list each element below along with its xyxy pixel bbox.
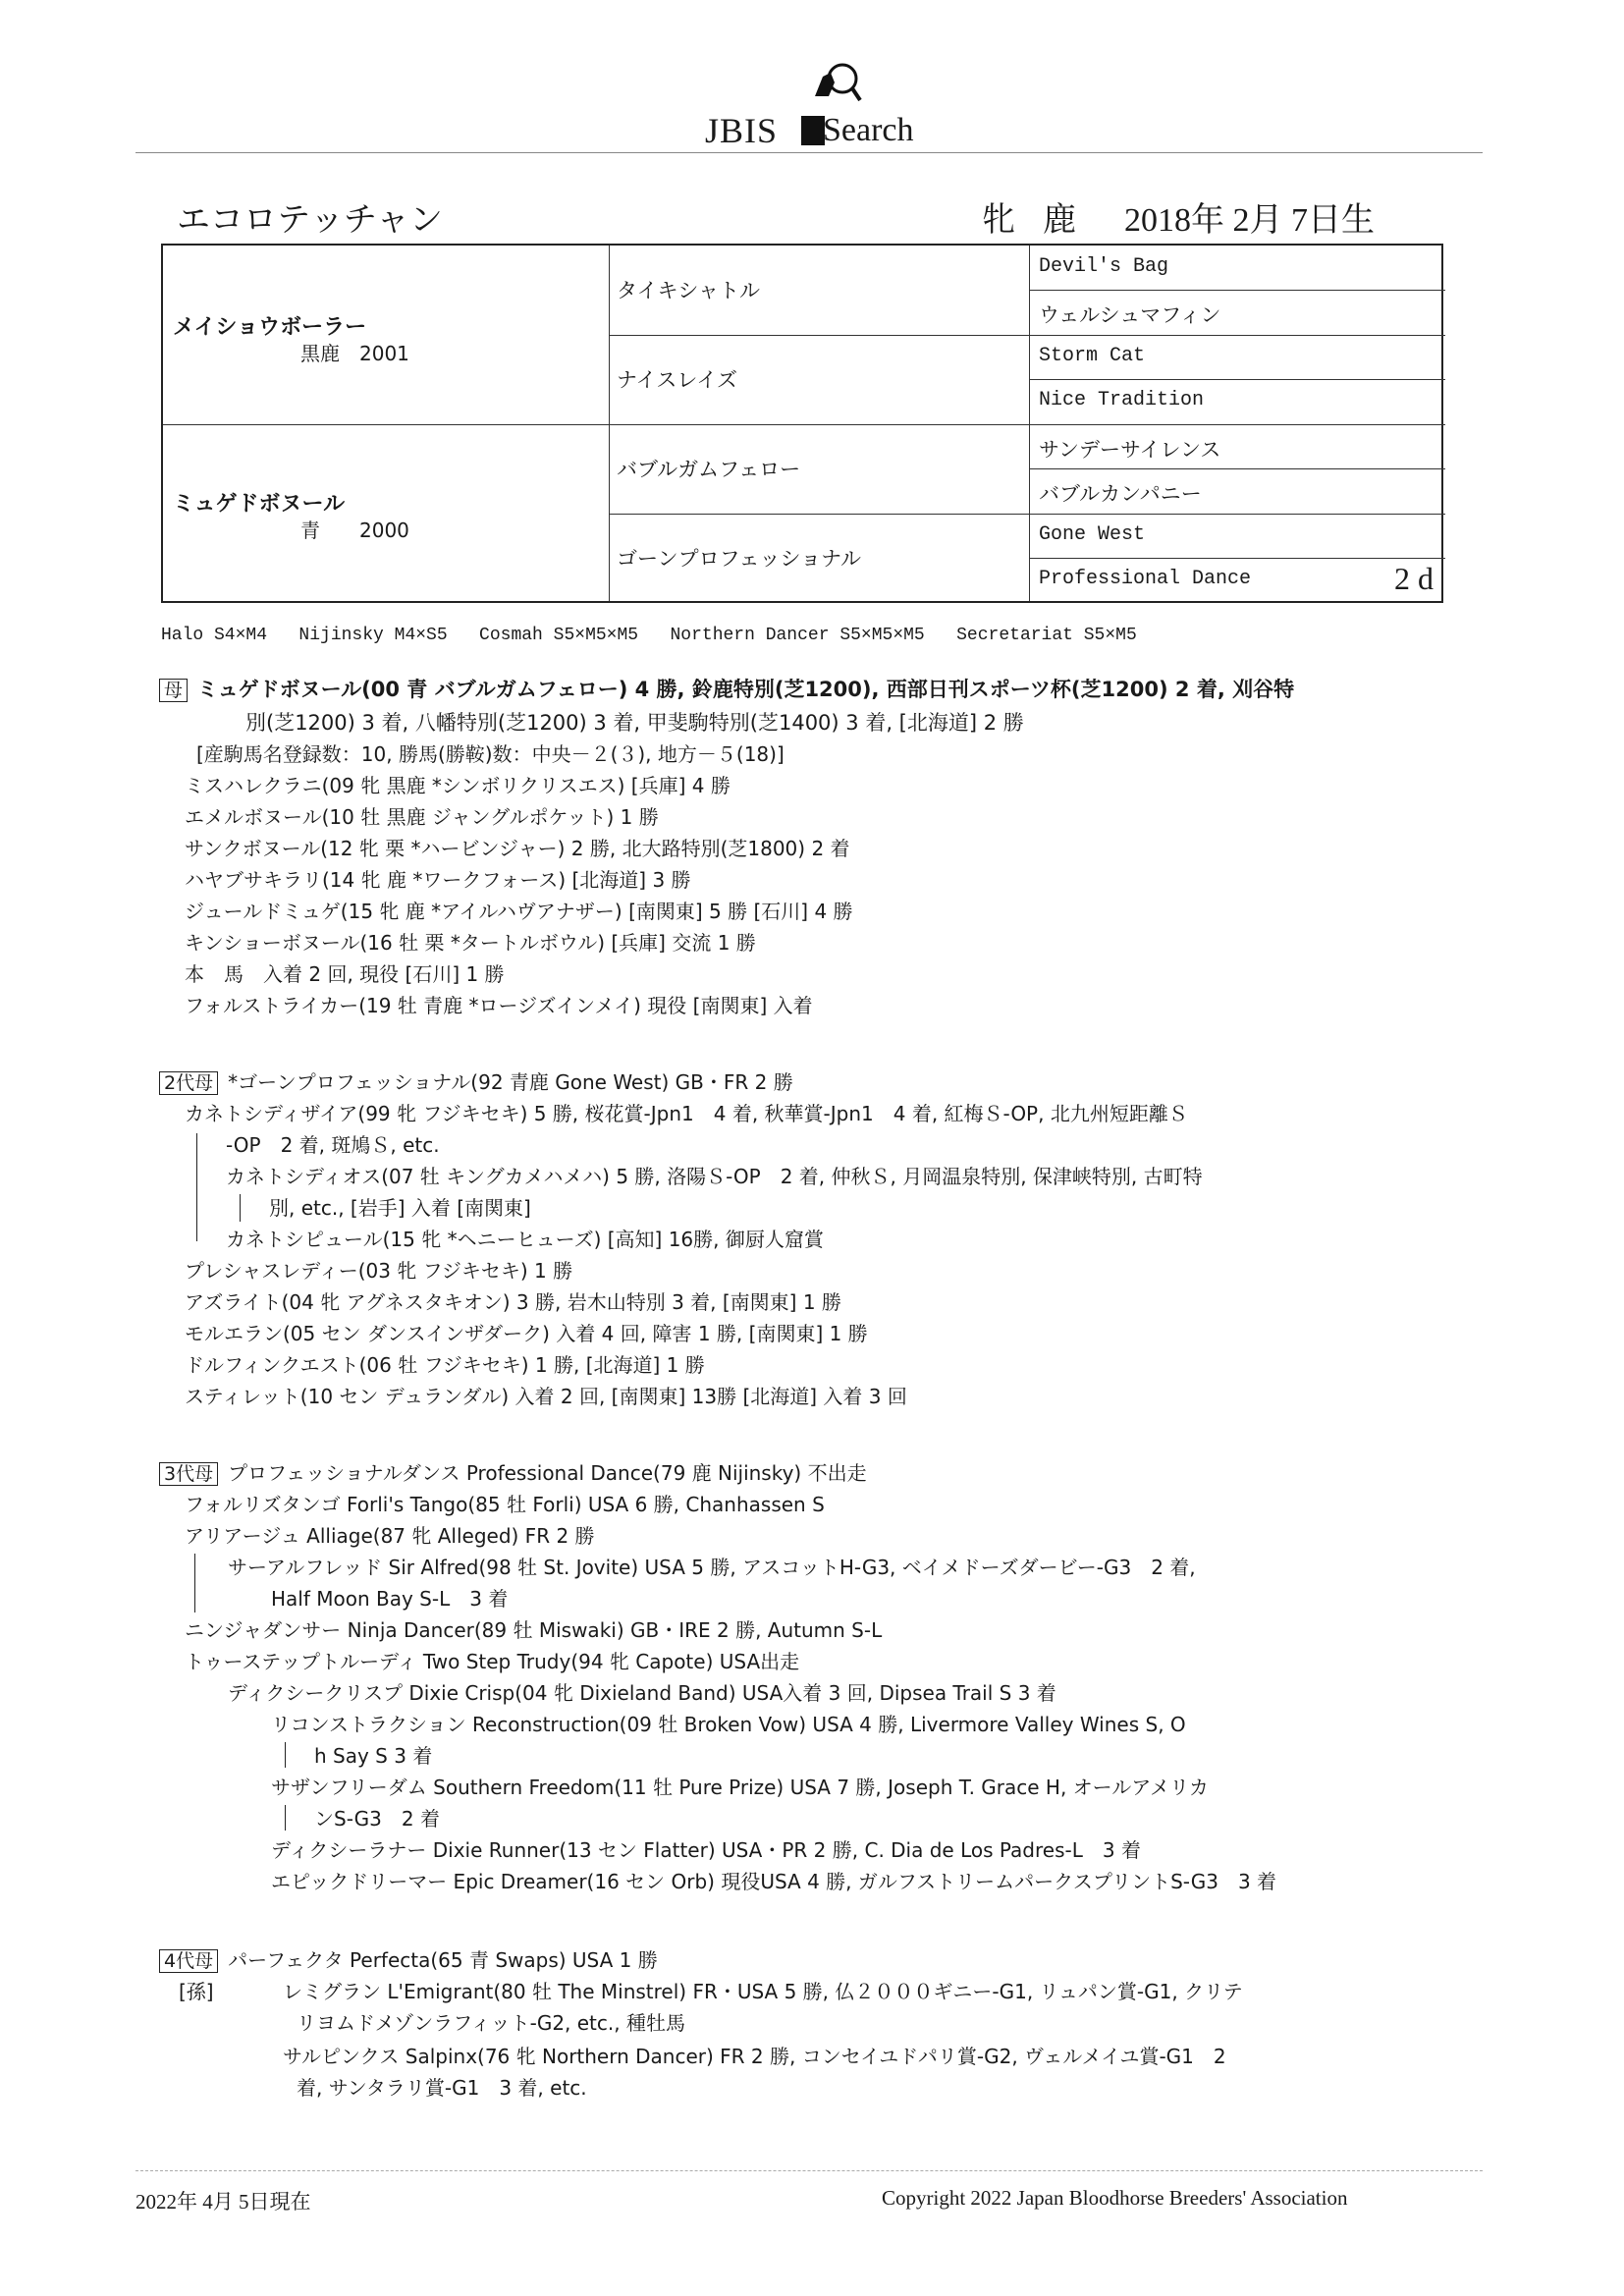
horse-color: 鹿 [1043,200,1076,240]
gen4-grandchild-label: [孫] [179,1980,214,2003]
pedigree-gen3: バブルカンパニー [1039,482,1202,506]
gen3-line: プロフェッショナルダンス Professional Dance(79 鹿 Nijinsky) 不出走 [228,1461,867,1485]
gen3-line: サーアルフレッド Sir Alfred(98 牡 St. Jovite) USA 5 勝, アスコットH-G3, ベイメドーズダービー-G3 2 着, [228,1556,1196,1579]
granddam-line: カネトシピュール(15 牝 *ヘニーヒューズ) [高知] 16勝, 御厨人窟賞 [226,1228,824,1251]
gen3-line: ンS-G3 2 着 [314,1807,440,1831]
dam-line: ミスハレクラニ(09 牝 黒鹿 *シンボリクリスエス) [兵庫] 4 勝 [185,774,731,797]
pedigree-gen3: Devil's Bag [1039,255,1169,278]
pedigree-divider [163,424,1445,425]
pedigree-divider [1029,290,1445,291]
horse-name: エコロテッチャン [177,200,443,240]
granddam-line: 別, etc., [岩手] 入着 [南関東] [269,1196,531,1220]
gen3-line: ディクシークリスプ Dixie Crisp(04 牝 Dixieland Band) USA入着 3 回, Dipsea Trail S 3 着 [228,1681,1056,1705]
pedigree-gen3: Storm Cat [1039,345,1146,367]
pedigree-gen3: Professional Dance [1039,568,1252,590]
pedigree-gen2: タイキシャトル [617,279,760,302]
copyright: Copyright 2022 Japan Bloodhorse Breeders' Association [882,2186,1348,2210]
granddam-line: スティレット(10 セン デュランダル) 入着 2 回, [南関東] 13勝 [北海道] 入着 3 回 [185,1385,907,1408]
pedigree-gen2: ゴーンプロフェッショナル [617,547,862,571]
gen3-line: Half Moon Bay S-L 3 着 [271,1587,509,1611]
dam-line: 別(芝1200) 3 着, 八幡特別(芝1200) 3 着, 甲斐駒特別(芝1400) 3 着, [北海道] 2 勝 [245,711,1024,735]
gen3-line: フォルリズタンゴ Forli's Tango(85 牡 Forli) USA 6 勝, Chanhassen S [185,1493,825,1516]
pedigree-gen3: Gone West [1039,523,1146,546]
gen3-line: エピックドリーマー Epic Dreamer(16 セン Orb) 現役USA 4 勝, ガルフストリームパークスプリントS-G3 3 着 [271,1870,1277,1893]
pedigree-gen3: Nice Tradition [1039,389,1205,411]
granddam-line: プレシャスレディー(03 牝 フジキセキ) 1 勝 [185,1259,573,1283]
horse-sex: 牝 [982,200,1015,240]
header-rule [135,152,1483,153]
gen3-section-heading [159,1459,867,1487]
gen3-line: トゥーステップトルーディ Two Step Trudy(94 牝 Capote) USA出走 [185,1650,800,1673]
offspring-bracket [196,1133,197,1241]
horse-birth-date: 2018年 2月 7日生 [1124,202,1375,239]
dam-section-heading [159,676,1294,703]
dam-line: [産駒馬名登録数：10, 勝馬(勝鞍)数：中央－２(３), 地方－５(18)] [196,742,785,766]
dam-line: エメルボヌール(10 牡 黒鹿 ジャングルポケット) 1 勝 [185,805,659,829]
gen4-line: サルピンクス Salpinx(76 牝 Northern Dancer) FR 2 勝, コンセイユドパリ賞-G2, ヴェルメイユ賞-G1 2 [283,2045,1226,2068]
dam-line: ミュゲドボヌール(00 青 バブルガムフェロー) 4 勝, 鈴鹿特別(芝1200), 西部日刊スポーツ杯(芝1200) 2 着, 刈谷特 [197,678,1295,701]
gen4-line: レミグラン L'Emigrant(80 牡 The Minstrel) FR・USA 5 勝, 仏２０００ギニー-G1, リュパン賞-G1, クリテ [283,1980,1243,2003]
gen3-line: リコンストラクション Reconstruction(09 牡 Broken Vow) USA 4 勝, Livermore Valley Wines S, O [271,1713,1186,1736]
dam-line: サンクボヌール(12 牝 栗 *ハービンジャー) 2 勝, 北大路特別(芝1800) 2 着 [185,837,850,860]
section-tag: 母 [159,679,188,702]
family-code: 2 d [1394,561,1434,596]
section-tag: 3代母 [159,1462,218,1486]
granddam-line: -OP 2 着, 斑鳩Ｓ, etc. [226,1133,440,1157]
offspring-bracket [285,1742,286,1768]
gen3-line: サザンフリーダム Southern Freedom(11 牡 Pure Prize) USA 7 勝, Joseph T. Grace H, オールアメリカ [271,1776,1209,1799]
dam-line: フォルストライカー(19 牡 青鹿 *ロージズインメイ) 現役 [南関東] 入着 [185,994,813,1017]
offspring-bracket [240,1194,241,1222]
dam-line: ハヤブサキラリ(14 牝 鹿 *ワークフォース) [北海道] 3 勝 [185,868,691,892]
pedigree-gen3: サンデーサイレンス [1039,438,1221,462]
pedigree-divider [609,246,610,601]
granddam-line: カネトシディザイア(99 牝 フジキセキ) 5 勝, 桜花賞-Jpn1 4 着, 秋華賞-Jpn1 4 着, 紅梅Ｓ-OP, 北九州短距離Ｓ [185,1102,1188,1125]
pedigree-divider [609,335,1445,336]
inbreeding-line: Halo S4×M4 Nijinsky M4×S5 Cosmah S5×M5×M5 Northern Dancer S5×M5×M5 Secretariat S5×M5 [161,626,1137,645]
footer-rule [135,2170,1483,2171]
pedigree-gen2: ナイスレイズ [617,368,738,392]
pedigree-divider [1029,379,1445,380]
pedigree-divider [1029,558,1445,559]
dam-info: 青 2000 [300,519,409,542]
granddam-line: ドルフィンクエスト(06 牡 フジキセキ) 1 勝, [北海道] 1 勝 [185,1353,705,1377]
pedigree-table [161,244,1443,603]
gen3-line: アリアージュ Alliage(87 牝 Alleged) FR 2 勝 [185,1524,595,1548]
sire-name: メイショウボーラー [173,315,367,340]
offspring-bracket [285,1805,286,1831]
pedigree-gen2: バブルガムフェロー [617,458,801,481]
logo-jbis-text: JBIS [705,111,779,150]
gen4-section-heading [159,1946,658,1974]
pedigree-divider [1029,468,1445,469]
jbis-search-logo [687,57,943,155]
gen4-line: リヨムドメゾンラフィット-G2, etc., 種牡馬 [297,2011,685,2035]
pedigree-gen3: ウェルシュマフィン [1039,303,1221,327]
granddam-line: カネトシディオス(07 牡 キングカメハメハ) 5 勝, 洛陽Ｓ-OP 2 着, 仲秋Ｓ, 月岡温泉特別, 保津峡特別, 古町特 [226,1165,1203,1188]
gen3-line: h Say S 3 着 [314,1744,433,1768]
granddam-line: *ゴーンプロフェッショナル(92 青鹿 Gone West) GB・FR 2 勝 [228,1070,793,1094]
logo-block [801,116,825,145]
dam-name: ミュゲドボヌール [173,492,346,517]
granddam-section-heading [159,1068,793,1096]
pedigree-divider [609,514,1445,515]
horse-magnifier-icon [795,57,874,116]
gen3-line: ディクシーラナー Dixie Runner(13 セン Flatter) USA・PR 2 勝, C. Dia de Los Padres-L 3 着 [271,1838,1141,1862]
granddam-line: アズライト(04 牝 アグネスタキオン) 3 勝, 岩木山特別 3 着, [南関東] 1 勝 [185,1290,841,1314]
dam-line: キンショーボヌール(16 牡 栗 *タートルボウル) [兵庫] 交流 1 勝 [185,931,756,955]
section-tag: 4代母 [159,1949,218,1973]
section-tag: 2代母 [159,1071,218,1095]
as-of-date: 2022年 4月 5日現在 [135,2190,311,2214]
gen4-line: 着, サンタラリ賞-G1 3 着, etc. [297,2076,587,2100]
granddam-line: モルエラン(05 セン ダンスインザダーク) 入着 4 回, 障害 1 勝, [南関東] 1 勝 [185,1322,868,1345]
dam-line: 本 馬 入着 2 回, 現役 [石川] 1 勝 [185,962,505,986]
pedigree-divider [1029,246,1030,601]
offspring-bracket [194,1554,195,1613]
sire-info: 黒鹿 2001 [300,342,409,365]
logo-search-text: Search [823,112,914,148]
gen3-line: ニンジャダンサー Ninja Dancer(89 牡 Miswaki) GB・IRE 2 勝, Autumn S-L [185,1618,883,1642]
gen4-line: パーフェクタ Perfecta(65 青 Swaps) USA 1 勝 [228,1948,658,1972]
dam-line: ジュールドミュゲ(15 牝 鹿 *アイルハヴアナザー) [南関東] 5 勝 [石川] 4 勝 [185,900,853,923]
